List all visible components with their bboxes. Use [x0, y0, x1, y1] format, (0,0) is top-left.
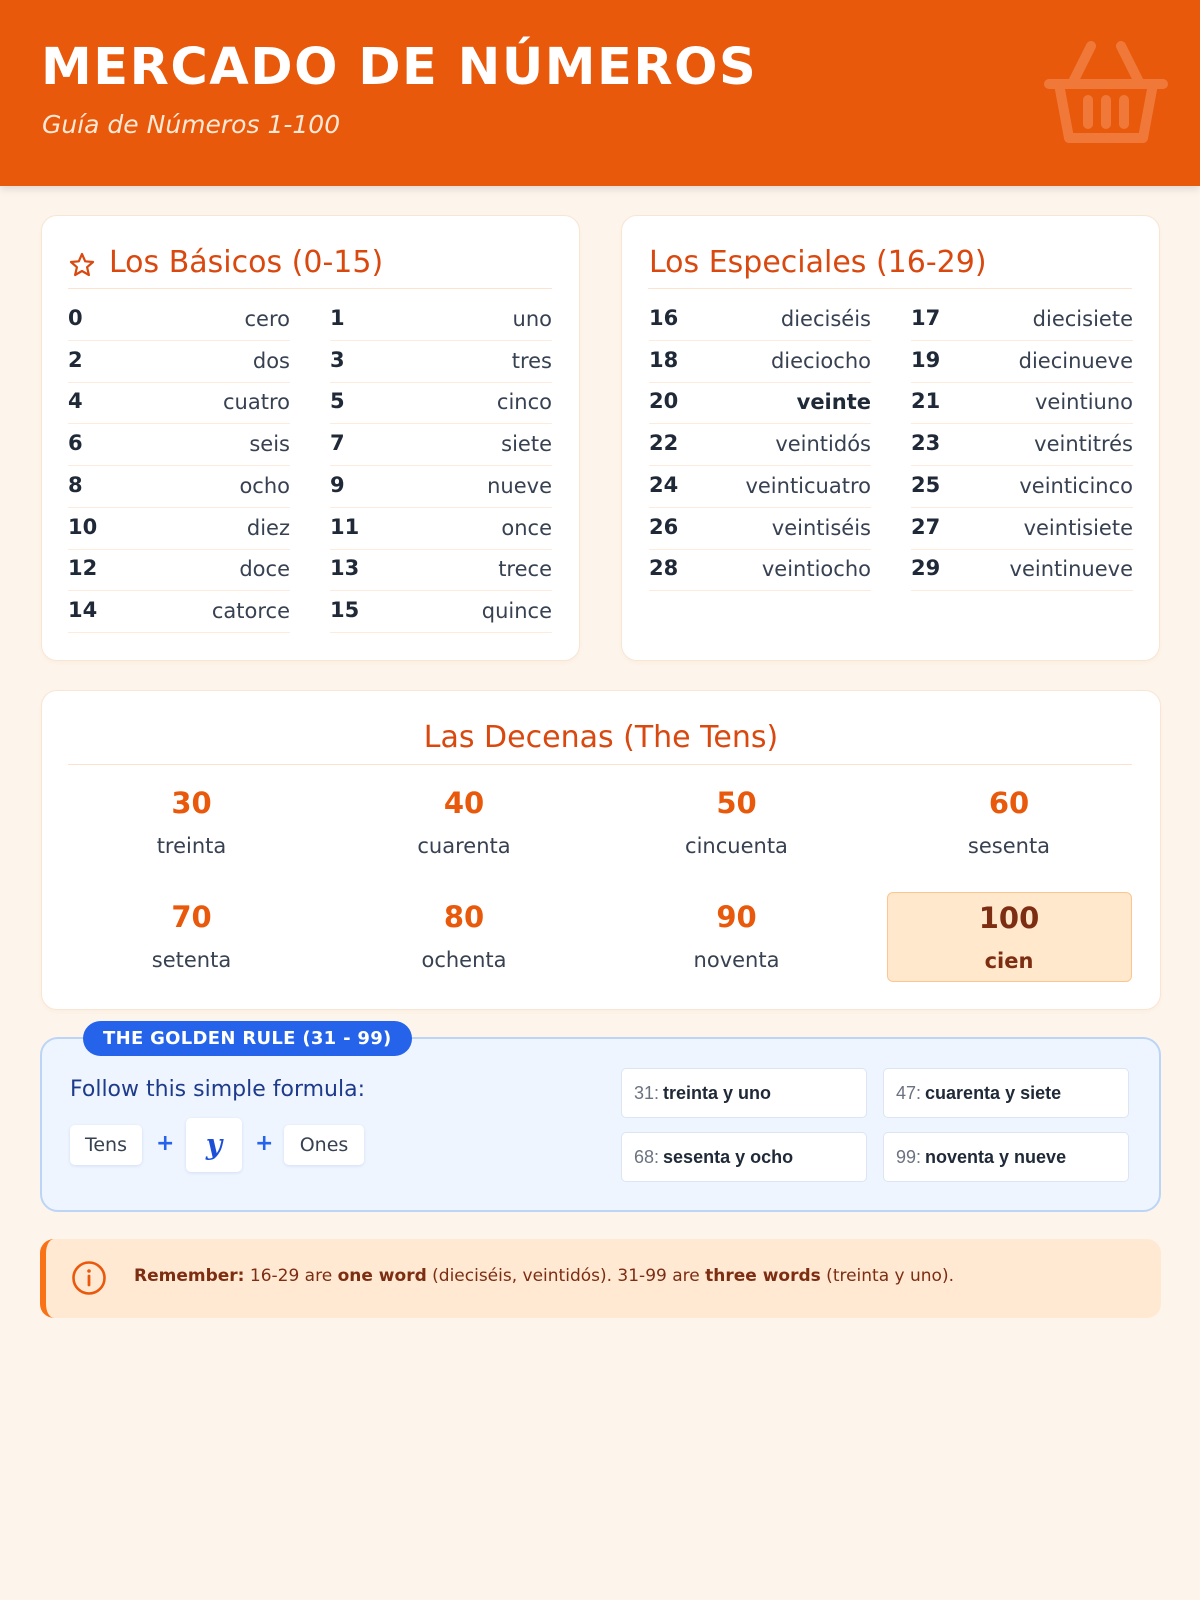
number-digit: 6: [68, 431, 83, 456]
tens-item: [342, 776, 587, 866]
number-word: doce: [239, 557, 290, 582]
number-word: veintidós: [775, 432, 871, 457]
example-number: 68:: [634, 1147, 660, 1167]
page-header: [0, 0, 1200, 186]
number-digit: 16: [649, 306, 679, 330]
number-digit: 8: [68, 472, 83, 497]
tens-word: cuarenta: [417, 834, 511, 858]
number-word: once: [501, 515, 552, 540]
tens-item: [614, 776, 859, 866]
number-row: [649, 424, 871, 466]
number-digit: 27: [911, 514, 941, 539]
number-digit: 1: [330, 306, 345, 330]
number-row: [68, 508, 290, 550]
number-word: veintitrés: [1034, 432, 1133, 457]
number-word: uno: [512, 307, 552, 331]
number-word: veintiuno: [1034, 390, 1133, 415]
number-row: [68, 591, 290, 633]
number-row: [330, 382, 552, 424]
number-digit: 15: [330, 597, 360, 622]
number-row: [68, 424, 290, 466]
example-box: [621, 1068, 867, 1118]
tens-word: treinta: [156, 834, 227, 858]
tens-word: sesenta: [967, 834, 1051, 858]
tens-number: 60: [988, 786, 1030, 820]
number-row: [911, 341, 1133, 383]
decenas-divider: [68, 764, 1132, 765]
number-row: [911, 508, 1133, 550]
number-row: [330, 549, 552, 591]
number-digit: 13: [330, 556, 360, 581]
number-digit: 14: [68, 597, 98, 622]
number-row: [649, 508, 871, 550]
example-word: sesenta y ocho: [663, 1147, 794, 1167]
number-row: [68, 549, 290, 591]
number-row: [68, 382, 290, 424]
number-digit: 21: [911, 389, 941, 414]
number-digit: 22: [649, 431, 679, 456]
number-row: [649, 466, 871, 508]
tens-number: 70: [171, 900, 212, 934]
example-word: treinta y uno: [663, 1083, 772, 1103]
number-word: nueve: [487, 473, 552, 498]
tens-word: setenta: [151, 948, 232, 972]
basicos-title: Los Básicos (0-15): [109, 245, 384, 280]
tens-word: ochenta: [421, 948, 507, 972]
number-digit: 24: [649, 472, 679, 497]
reminder-text-2: (dieciséis, veintidós). 31-99 are: [426, 1266, 706, 1286]
reminder-label: Remember:: [134, 1266, 245, 1286]
tens-item: [887, 776, 1132, 866]
tens-number: 50: [716, 786, 757, 820]
formula-plus-sign: +: [156, 1131, 175, 1156]
number-digit: 20: [649, 389, 679, 414]
number-row: [649, 299, 871, 341]
number-digit: 26: [649, 514, 679, 539]
number-row: [649, 341, 871, 383]
number-word: veinticinco: [1019, 473, 1133, 498]
example-word: noventa y nueve: [925, 1147, 1067, 1167]
formula-plus-sign: +: [255, 1131, 274, 1156]
number-digit: 19: [911, 347, 941, 372]
number-word: cero: [244, 307, 290, 331]
number-digit: 25: [911, 472, 941, 497]
formula-ones-chip: Ones: [284, 1125, 364, 1165]
number-row: [911, 549, 1133, 591]
number-word: veintiséis: [771, 515, 871, 540]
number-word: veintinueve: [1009, 557, 1133, 582]
number-digit: 17: [911, 306, 941, 330]
example-number: 99:: [896, 1147, 922, 1167]
number-digit: 3: [330, 347, 345, 372]
reminder-text-1: 16-29 are: [244, 1266, 338, 1286]
example-box: [883, 1068, 1129, 1118]
number-word: catorce: [211, 598, 290, 623]
number-digit: 29: [911, 556, 941, 581]
number-digit: 5: [330, 389, 345, 414]
number-word: veinte: [796, 390, 871, 415]
reminder-note: [40, 1239, 1161, 1318]
number-row: [68, 299, 290, 341]
especiales-divider: [648, 288, 1132, 289]
star-icon: [69, 252, 95, 278]
tens-number: 80: [443, 900, 485, 934]
tens-item: [69, 890, 314, 980]
info-icon: [71, 1260, 107, 1296]
page-title: MERCADO DE NÚMEROS: [41, 38, 758, 97]
number-row: [330, 466, 552, 508]
number-word: diecinueve: [1018, 348, 1133, 373]
number-digit: 11: [330, 514, 360, 539]
number-word: diez: [246, 515, 290, 540]
reminder-emphasis-three-words: three words: [705, 1266, 821, 1286]
number-word: cuatro: [223, 390, 290, 415]
example-word: cuarenta y siete: [925, 1083, 1062, 1103]
number-row: [911, 424, 1133, 466]
basket-icon: [1043, 40, 1169, 146]
basicos-divider: [68, 288, 552, 289]
tens-number: 100: [978, 901, 1040, 935]
number-digit: 7: [330, 431, 345, 456]
number-row: [330, 508, 552, 550]
number-row: [649, 549, 871, 591]
number-digit: 28: [649, 556, 679, 581]
especiales-title: Los Especiales (16-29): [649, 245, 987, 280]
tens-word: cincuenta: [685, 834, 788, 858]
number-row: [649, 382, 871, 424]
tens-number: 40: [443, 786, 485, 820]
number-row: [68, 466, 290, 508]
tens-word: cien: [984, 949, 1034, 973]
formula-label: Follow this simple formula:: [70, 1077, 365, 1102]
number-digit: 10: [68, 514, 98, 539]
number-word: cinco: [496, 390, 552, 415]
example-number: 31:: [634, 1083, 660, 1103]
number-word: veintiocho: [761, 557, 871, 582]
page-subtitle: Guía de Números 1-100: [42, 110, 341, 139]
golden-rule-badge: THE GOLDEN RULE (31 - 99): [83, 1021, 412, 1056]
number-digit: 18: [649, 347, 679, 372]
tens-item: [342, 890, 587, 980]
number-row: [911, 466, 1133, 508]
number-word: tres: [511, 348, 552, 373]
tens-number: 90: [716, 900, 757, 934]
number-word: diecisiete: [1032, 307, 1133, 331]
reminder-text: [134, 1266, 954, 1286]
number-digit: 4: [68, 389, 83, 414]
number-word: veintisiete: [1023, 515, 1133, 540]
number-digit: 12: [68, 556, 98, 581]
number-word: dieciocho: [770, 348, 871, 373]
number-row: [330, 299, 552, 341]
number-row: [330, 591, 552, 633]
tens-number: 30: [171, 786, 212, 820]
reminder-emphasis-one-word: one word: [337, 1266, 427, 1286]
number-word: seis: [249, 432, 290, 457]
decenas-title: Las Decenas (The Tens): [423, 720, 779, 755]
number-word: ocho: [239, 473, 290, 498]
number-word: dos: [252, 348, 290, 373]
number-word: veinticuatro: [745, 473, 871, 498]
number-digit: 2: [68, 347, 83, 372]
number-digit: 23: [911, 431, 941, 456]
tens-item: [614, 890, 859, 980]
formula-tens-chip: Tens: [70, 1125, 142, 1165]
tens-item: [69, 776, 314, 866]
example-box: [883, 1132, 1129, 1182]
number-word: quince: [481, 598, 552, 623]
reminder-text-3: (treinta y uno).: [820, 1266, 954, 1286]
number-row: [68, 341, 290, 383]
number-digit: 9: [330, 472, 345, 497]
number-word: trece: [498, 557, 552, 582]
number-digit: 0: [68, 306, 83, 330]
number-row: [911, 382, 1133, 424]
formula-y-chip: y: [186, 1118, 242, 1172]
number-row: [330, 424, 552, 466]
example-box: [621, 1132, 867, 1182]
number-row: [330, 341, 552, 383]
example-number: 47:: [896, 1083, 922, 1103]
tens-item-highlighted: [887, 892, 1132, 982]
number-row: [911, 299, 1133, 341]
tens-word: noventa: [693, 948, 780, 972]
number-word: dieciséis: [780, 307, 871, 331]
number-word: siete: [501, 432, 552, 457]
